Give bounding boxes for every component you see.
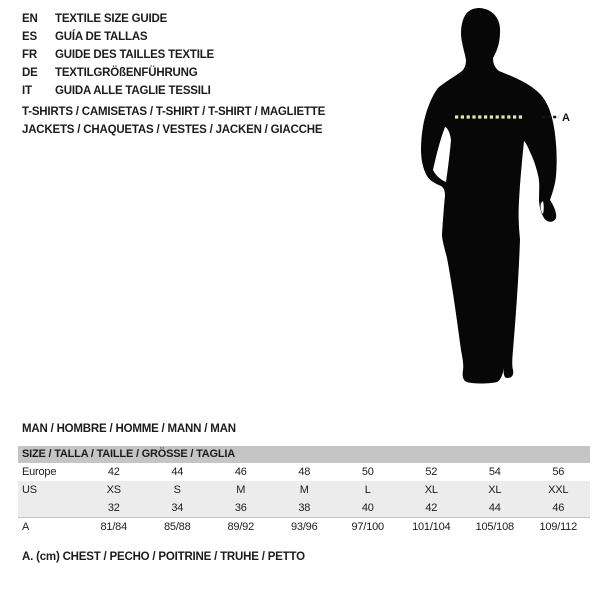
size-value: 109/112: [539, 521, 578, 533]
product-category-lines: [22, 103, 325, 139]
size-value: 34: [171, 502, 184, 514]
size-value: 101/104: [412, 521, 451, 533]
language-label: TEXTILE SIZE GUIDE: [55, 13, 168, 25]
size-value: 48: [298, 466, 311, 478]
size-value: XS: [106, 484, 121, 496]
language-label: GUIDA ALLE TAGLIE TESSILI: [55, 85, 211, 97]
size-value: M: [299, 484, 309, 496]
man-silhouette: [421, 8, 557, 384]
language-code: IT: [22, 85, 32, 97]
size-value: 85/88: [163, 521, 191, 533]
size-value: 36: [234, 502, 247, 514]
row-label: [18, 499, 82, 517]
language-row-en: [22, 10, 214, 28]
language-code: FR: [22, 49, 37, 61]
size-value: 46: [552, 502, 565, 514]
size-value: XXL: [548, 484, 569, 496]
section-label-man: MAN / HOMBRE / HOMME / MANN / MAN: [22, 423, 236, 435]
language-row-de: [22, 64, 214, 82]
hand-detail-highlight: [541, 201, 544, 214]
size-table-header: SIZE / TALLA / TAILLE / GRÖSSE / TAGLIA: [18, 446, 590, 463]
row-label: Europe: [22, 466, 57, 478]
measurement-footnote: A. (cm) CHEST / PECHO / POITRINE / TRUHE / PETTO: [22, 551, 305, 563]
size-value: 40: [361, 502, 374, 514]
size-value: 38: [298, 502, 311, 514]
table-row-europe: [18, 463, 590, 481]
measure-label-a: A: [562, 112, 570, 124]
man-silhouette-figure: [400, 0, 600, 420]
table-row-us-numeric: [18, 499, 590, 518]
size-value: 52: [425, 466, 438, 478]
size-value: 89/92: [227, 521, 255, 533]
size-value: 32: [107, 502, 120, 514]
size-value: XL: [424, 484, 438, 496]
size-value: L: [364, 484, 371, 496]
size-value: S: [173, 484, 181, 496]
size-value: 44: [488, 502, 501, 514]
size-value: 44: [171, 466, 184, 478]
size-value: 81/84: [100, 521, 128, 533]
product-line-tshirts: T-SHIRTS / CAMISETAS / T-SHIRT / T-SHIRT / MAGLIETTE: [22, 106, 326, 118]
language-list: [22, 10, 214, 100]
size-value: M: [236, 484, 246, 496]
language-code: ES: [22, 31, 37, 43]
language-label: GUÍA DE TALLAS: [55, 31, 148, 43]
size-value: XL: [488, 484, 502, 496]
product-line-jackets: JACKETS / CHAQUETAS / VESTES / JACKEN / GIACCHE: [22, 124, 323, 136]
size-value: 97/100: [351, 521, 384, 533]
table-row-chest-a: [18, 518, 590, 536]
language-code: DE: [22, 67, 38, 79]
size-value: 56: [552, 466, 565, 478]
table-row-us: [18, 481, 590, 499]
row-label: A: [22, 521, 30, 533]
size-value: 105/108: [475, 521, 514, 533]
size-value: 42: [425, 502, 438, 514]
language-row-fr: [22, 46, 214, 64]
language-row-it: [22, 82, 214, 100]
language-code: EN: [22, 13, 38, 25]
language-label: TEXTILGRÖßENFÜHRUNG: [55, 67, 198, 79]
language-row-es: [22, 28, 214, 46]
size-value: 46: [234, 466, 247, 478]
size-value: 93/96: [290, 521, 318, 533]
language-label: GUIDE DES TAILLES TEXTILE: [55, 49, 214, 61]
size-value: 42: [107, 466, 120, 478]
row-label: US: [22, 484, 37, 496]
size-table: [18, 446, 590, 536]
size-value: 54: [488, 466, 501, 478]
size-value: 50: [361, 466, 374, 478]
